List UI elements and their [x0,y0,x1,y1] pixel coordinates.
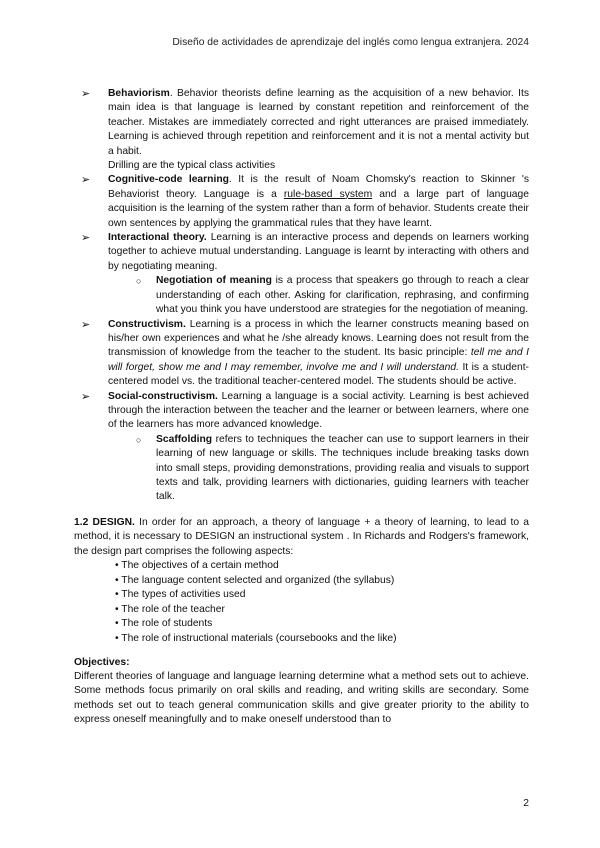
term-cognitive-code: Cognitive-code learning [108,174,229,186]
arrow-bullet-icon: ➢ [81,174,91,187]
page-number: 2 [523,798,529,809]
constructivism-principle: tell me and I will forget, show me and I may remember, involve me and I will understand. [108,347,529,373]
list-item: • The role of instructional materials (coursebooks and the like) [115,632,397,644]
behaviorism-text: . Behavior theorists define learning as the acquisition of a new behavior. Its main idea is that language is learned by constant repetition and reinforcement of the teacher. Mistakes are immediately corrected and right utterances are praised immediately. Learning is achieved through repetition and reinforcement and it is not a mental activity but a habit. [108,88,529,157]
sub-scaffolding [74,433,529,505]
list-item: • The objectives of a certain method [115,560,279,571]
list-item: • The types of activities used [115,589,246,601]
arrow-bullet-icon: ➢ [81,232,91,245]
arrow-bullet-icon: ➢ [81,318,91,331]
design-heading: 1.2 DESIGN. [74,516,135,528]
cognitive-text-a: . It is the result of Noam Chomsky's reaction to Skinner 's Behaviorist theory. Language is a [108,174,529,200]
theory-social-constructivism [74,390,529,433]
theory-behaviorism [74,87,529,159]
page-body [74,87,529,728]
arrow-bullet-icon: ➢ [81,390,91,403]
theory-constructivism [74,318,529,390]
design-section [74,516,529,559]
list-item: • The role of students [115,618,213,630]
theory-cognitive-code [74,173,529,231]
term-scaffolding: Scaffolding [156,433,213,445]
term-interactional: Interactional theory. [108,232,207,244]
list-item: • The language content selected and organized (the syllabus) [115,574,395,586]
term-behaviorism: Behaviorism [108,88,170,99]
running-header: Diseño de actividades de aprendizaje del inglés como lengua extranjera. 2024 [172,37,529,48]
cognitive-text-b: and a large part of language acquisition is the learning of the system rather than a form of behavior. Students create their own sentences by applying the grammatical rules that they have learnt. [108,188,529,229]
term-constructivism: Constructivism. [108,318,186,330]
term-negotiation-of-meaning: Negotiation of meaning [156,275,272,287]
constructivism-text-a: Learning is a process in which the learner constructs meaning based on his/her own experiences and what he /she already knows. Learning does not result from the transmission of knowledge from the teacher to the student. Its basic principle: [108,318,529,359]
rule-based-system: rule-based system [283,188,373,200]
objectives-heading: Objectives: [74,656,130,668]
interactional-text: Learning is an interactive process and depends on learners working together to achieve mutual understanding. Language is learnt by interacting with others and by negotiating meaning. [108,232,529,272]
theory-interactional [74,231,529,274]
sub-negotiation-of-meaning [74,274,529,317]
design-intro: In order for an approach, a theory of language + a theory of learning, to lead to a method, it is necessary to DESIGN an instructional system . In Richards and Rodgers's framework, the design part comprises the following aspects: [74,516,529,557]
circle-bullet-icon: ○ [136,434,142,445]
term-social-constructivism: Social-constructivism. [108,390,218,402]
scaffolding-text: refers to techniques the teacher can use to support learners in their learning of new language or skills. The techniques include breaking tasks down into small steps, providing demonstrations, providing realia and visuals to support texts and talk, providing learners with dictionaries, guiding learners with teacher talk. [156,433,529,503]
objectives-text: Different theories of language and language learning determine what a method sets out to achieve. Some methods focus primarily on oral skills and reading, and writing skills are secondary. Some methods set out to teach general communication skills and give greater priority to the ability to express oneself meaningfully and to make oneself understood than to [74,670,529,726]
circle-bullet-icon: ○ [136,276,142,287]
arrow-bullet-icon: ➢ [81,88,91,100]
social-text: Learning a language is a social activity. Learning is best achieved through the interaction between the teacher and the learner or between learners, where one of the learners has more advanced knowledge. [108,390,529,431]
list-item: • The role of the teacher [115,603,225,615]
constructivism-text-b: It is a student-centered model vs. the traditional teacher-centered model. The students should be active. [108,361,529,388]
design-aspects-list [74,559,529,647]
behaviorism-drilling-note: Drilling are the typical class activities [108,160,276,172]
negotiation-text: is a process that speakers go through to reach a clear understanding of each other. Asking for clarification, rephrasing, and confirming what you think you have understood are strategies for the negotiation of meaning. [156,275,529,316]
